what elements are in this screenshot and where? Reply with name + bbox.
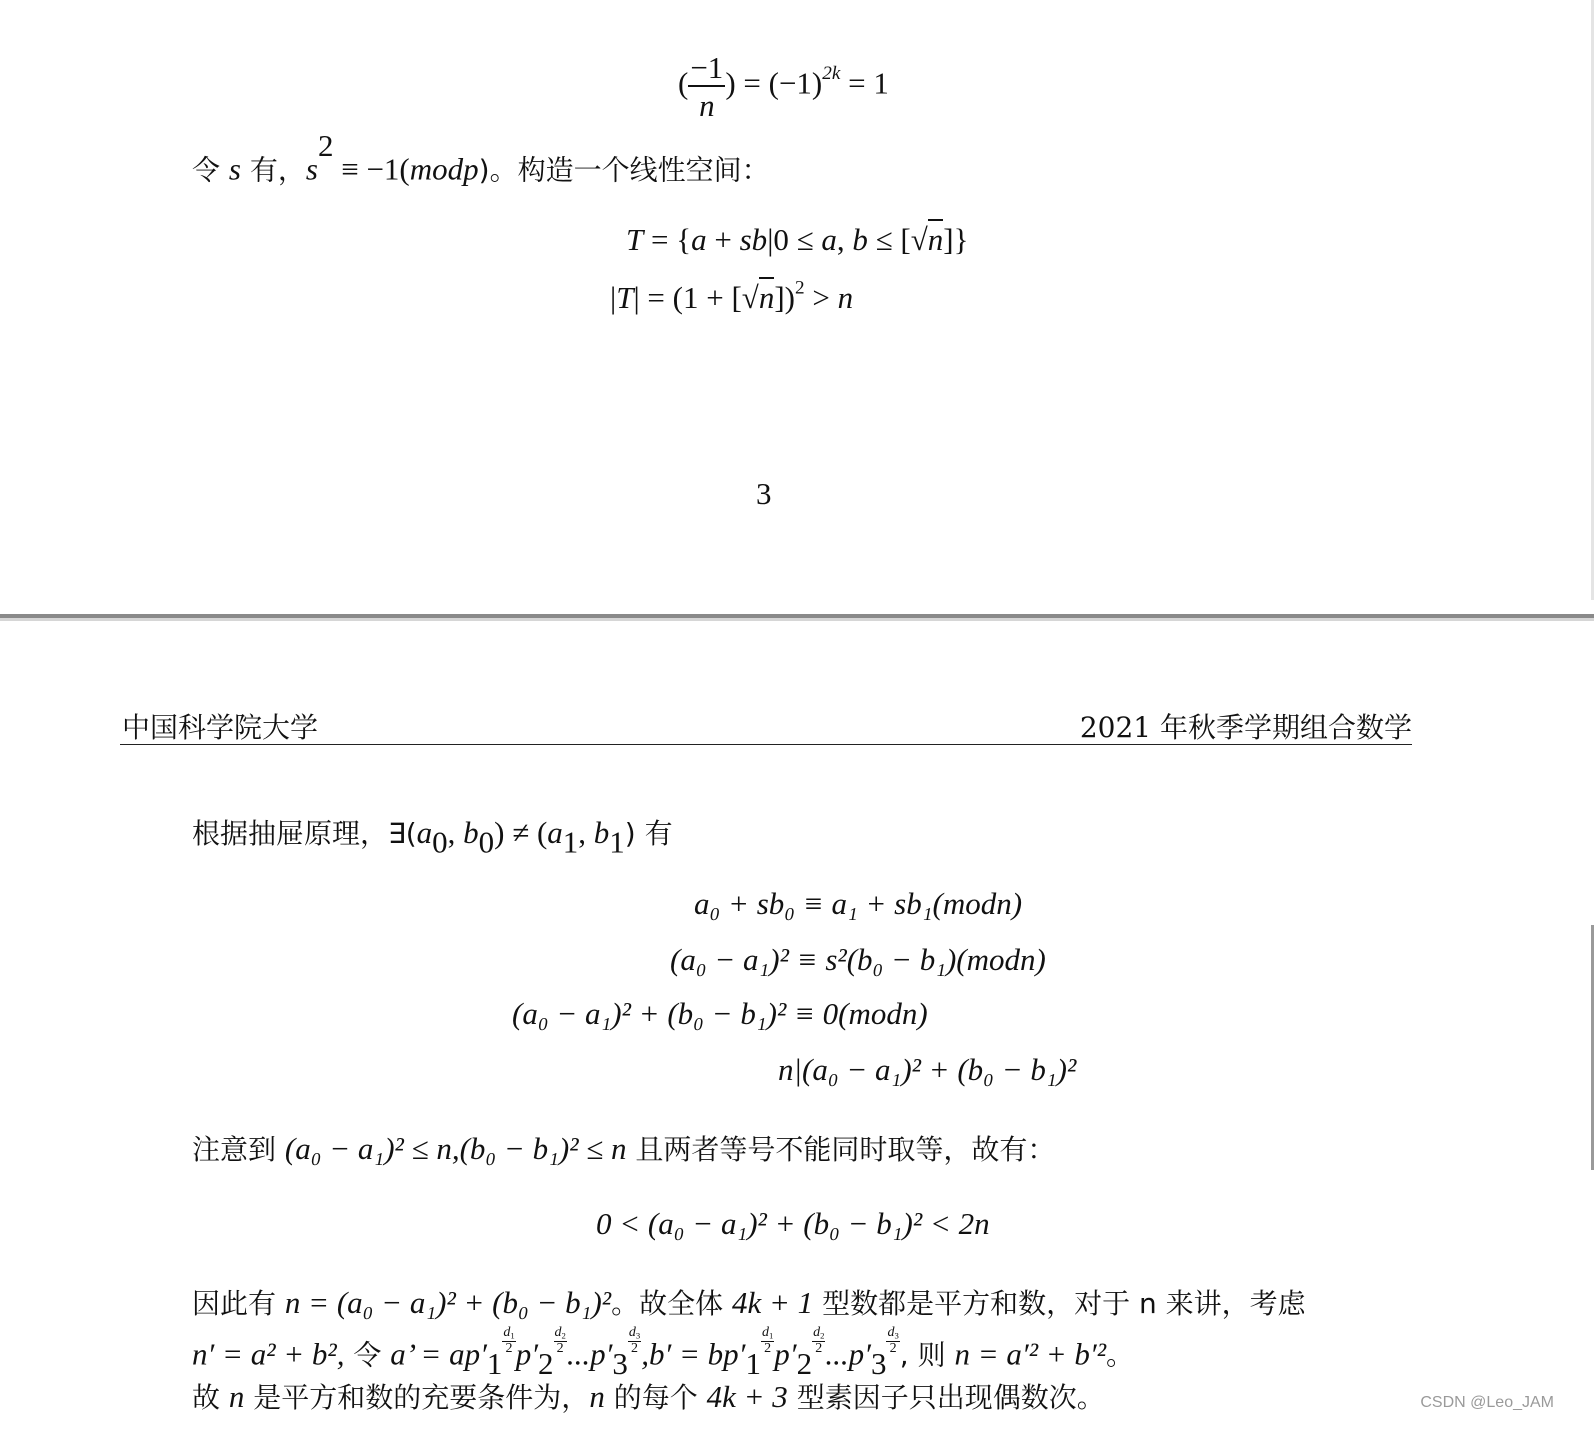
page-separator-shadow bbox=[0, 618, 1594, 621]
equation-bound: 0 < (a₀ − a₁)² + (b₀ − b₁)² < 2n bbox=[596, 1206, 990, 1241]
equation-congruence-3: (a₀ − a₁)² + (b₀ − b₁)² ≡ 0(modn) bbox=[512, 996, 928, 1031]
header-rule bbox=[120, 744, 1412, 745]
equation-congruence-1: a₀ + sb₀ ≡ a₁ + sb₁(modn) bbox=[694, 886, 1023, 921]
watermark: CSDN @Leo_JAM bbox=[1420, 1394, 1554, 1411]
header-right-title: 2021 年秋季学期组合数学 bbox=[1079, 711, 1412, 744]
equation-T-size: $|T| = (1 + [√n])^2 > n$ bbox=[610, 277, 854, 315]
text-line-construct: 令 s 有，$s^2$ ≡ −1(modp)。构造一个线性空间： bbox=[192, 128, 770, 187]
header-left-title: 中国科学院大学 bbox=[122, 711, 319, 744]
paragraph-conclusion-2: n′ = a² + b², 令 a’ = $ap'_1$ $\frac{d_1}{2}$ $p'_2$ $\frac{d_2}{2}$ $...p'_3$ $\frac{d_3}{2}$ $,b' = bp'_1$ $\frac{d_1}{2}$ $p'_2$ $\frac{d_2}{2}$ $...p'_3$ $\frac{d_3}{2}$ , 则 n = a′² + b′²。 bbox=[192, 1325, 1135, 1381]
paragraph-pigeonhole: 根据抽屉原理，$\exists(a_0$, $b_0) \ne (a_1$, $b_1$) 有 bbox=[192, 815, 673, 860]
equation-divides: n|(a₀ − a₁)² + (b₀ − b₁)² bbox=[778, 1052, 1077, 1087]
equation-congruence-2: (a₀ − a₁)² ≡ s²(b₀ − b₁)(modn) bbox=[670, 942, 1046, 977]
fraction: $\frac{-1}{n}$ bbox=[690, 50, 724, 123]
page-number: 3 bbox=[756, 476, 772, 511]
equation-T-definition: T = {a + sb|0 ≤ a, b ≤ [√n]} bbox=[626, 222, 968, 258]
paragraph-conclusion-1: 因此有 n = (a₀ − a₁)² + (b₀ − b₁)²。故全体 4k + 1 型数都是平方和数，对于 n 来讲，考虑 bbox=[192, 1285, 1306, 1320]
legendre-equation: ( $\frac{-1}{n}$ ) = $(-1)^{2k} = 1$ bbox=[678, 50, 889, 123]
paragraph-note: 注意到 (a₀ − a₁)² ≤ n,(b₀ − b₁)² ≤ n 且两者等号不能同时取等，故有： bbox=[192, 1131, 1056, 1166]
paragraph-conclusion-3: 故 n 是平方和数的充要条件为，n 的每个 4k + 3 型素因子只出现偶数次。 bbox=[192, 1379, 1105, 1414]
